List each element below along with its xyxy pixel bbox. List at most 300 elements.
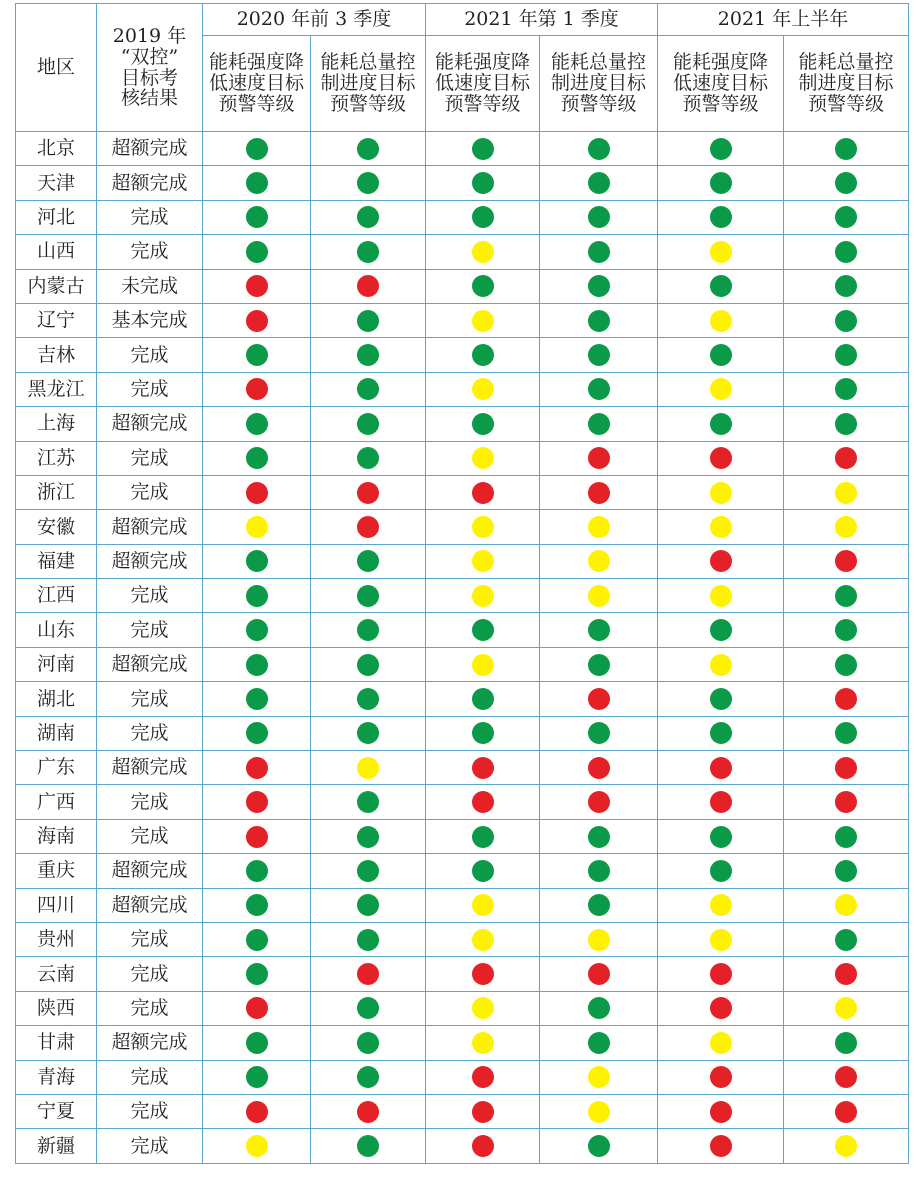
header-2019-result-line: 目标考 xyxy=(120,66,178,89)
warning-level-cell xyxy=(540,475,658,509)
warning-dot-green xyxy=(588,172,610,194)
warning-level-cell xyxy=(540,957,658,991)
table-row xyxy=(16,1094,909,1128)
warning-dot-green xyxy=(588,619,610,641)
header-total-warning xyxy=(784,36,909,132)
region-cell: 重庆 xyxy=(16,854,97,888)
warning-level-cell xyxy=(784,647,909,681)
warning-level-cell xyxy=(426,647,540,681)
warning-level-cell xyxy=(658,235,784,269)
warning-level-cell xyxy=(540,716,658,750)
warning-dot-yellow xyxy=(710,482,732,504)
warning-dot-yellow xyxy=(710,241,732,263)
header-subtitle-line: 制进度目标 xyxy=(798,72,894,95)
header-period-2021h1: 2021 年上半年 xyxy=(658,4,909,36)
table-row xyxy=(16,888,909,922)
warning-level-cell xyxy=(203,372,311,406)
warning-level-cell xyxy=(426,132,540,166)
table-row xyxy=(16,269,909,303)
header-subtitle-line: 预警等级 xyxy=(807,92,884,115)
warning-dot-green xyxy=(357,722,379,744)
warning-dot-red xyxy=(246,997,268,1019)
region-cell: 宁夏 xyxy=(16,1094,97,1128)
warning-dot-yellow xyxy=(472,378,494,400)
warning-level-cell xyxy=(203,1060,311,1094)
warning-level-cell xyxy=(426,372,540,406)
warning-level-cell xyxy=(784,544,909,578)
warning-level-cell xyxy=(426,854,540,888)
warning-level-cell xyxy=(784,613,909,647)
warning-dot-yellow xyxy=(472,516,494,538)
region-cell: 吉林 xyxy=(16,338,97,372)
warning-dot-green xyxy=(357,413,379,435)
warning-dot-green xyxy=(357,378,379,400)
warning-level-cell xyxy=(658,1129,784,1163)
warning-level-cell xyxy=(784,957,909,991)
region-cell: 广西 xyxy=(16,785,97,819)
region-cell: 山西 xyxy=(16,235,97,269)
warning-level-cell xyxy=(203,1129,311,1163)
warning-level-cell xyxy=(658,1026,784,1060)
table-row xyxy=(16,200,909,234)
warning-level-cell xyxy=(658,854,784,888)
warning-dot-yellow xyxy=(472,894,494,916)
warning-dot-red xyxy=(588,757,610,779)
warning-level-cell xyxy=(311,682,426,716)
warning-dot-green xyxy=(588,241,610,263)
warning-level-cell xyxy=(784,269,909,303)
warning-dot-green xyxy=(246,413,268,435)
warning-dot-green xyxy=(835,241,857,263)
warning-dot-red xyxy=(710,1066,732,1088)
warning-dot-yellow xyxy=(246,1135,268,1157)
warning-level-cell xyxy=(658,338,784,372)
warning-dot-yellow xyxy=(710,516,732,538)
warning-dot-green xyxy=(246,1032,268,1054)
header-2019-result-line: “双控” xyxy=(120,45,179,68)
warning-dot-green xyxy=(357,1066,379,1088)
warning-level-cell xyxy=(540,200,658,234)
warning-level-cell xyxy=(311,303,426,337)
region-cell: 陕西 xyxy=(16,991,97,1025)
warning-dot-green xyxy=(588,722,610,744)
warning-level-cell xyxy=(203,888,311,922)
header-subtitle-line: 预警等级 xyxy=(560,92,637,115)
region-cell: 天津 xyxy=(16,166,97,200)
warning-level-cell xyxy=(203,579,311,613)
warning-level-cell xyxy=(203,1094,311,1128)
warning-dot-green xyxy=(472,413,494,435)
warning-level-cell xyxy=(784,200,909,234)
warning-level-cell xyxy=(658,510,784,544)
warning-level-cell xyxy=(311,269,426,303)
table-row xyxy=(16,682,909,716)
warning-dot-green xyxy=(835,654,857,676)
warning-level-cell xyxy=(540,407,658,441)
result-cell: 超额完成 xyxy=(97,407,203,441)
header-total-warning xyxy=(540,36,658,132)
header-subtitle-line: 低速度目标 xyxy=(208,72,304,95)
table-row xyxy=(16,544,909,578)
warning-dot-yellow xyxy=(710,894,732,916)
warning-level-cell xyxy=(658,785,784,819)
warning-dot-yellow xyxy=(835,482,857,504)
warning-level-cell xyxy=(540,613,658,647)
header-subtitle-line: 能耗总量控 xyxy=(320,51,416,74)
region-cell: 江西 xyxy=(16,579,97,613)
table-row xyxy=(16,166,909,200)
warning-dot-green xyxy=(472,722,494,744)
warning-dot-green xyxy=(357,206,379,228)
warning-level-cell xyxy=(426,235,540,269)
warning-dot-green xyxy=(835,826,857,848)
result-cell: 完成 xyxy=(97,1129,203,1163)
result-cell: 完成 xyxy=(97,579,203,613)
warning-dot-red xyxy=(588,963,610,985)
warning-dot-green xyxy=(588,860,610,882)
warning-level-cell xyxy=(426,991,540,1025)
warning-level-cell xyxy=(658,922,784,956)
warning-dot-green xyxy=(710,138,732,160)
table-row xyxy=(16,235,909,269)
warning-dot-green xyxy=(835,860,857,882)
warning-dot-yellow xyxy=(835,894,857,916)
warning-dot-yellow xyxy=(710,310,732,332)
warning-level-cell xyxy=(311,991,426,1025)
warning-level-cell xyxy=(311,888,426,922)
table-row xyxy=(16,441,909,475)
warning-dot-red xyxy=(357,963,379,985)
warning-level-cell xyxy=(540,1026,658,1060)
header-subtitle-line: 低速度目标 xyxy=(434,72,530,95)
warning-level-cell xyxy=(784,338,909,372)
result-cell: 超额完成 xyxy=(97,510,203,544)
header-subtitle-line: 预警等级 xyxy=(329,92,406,115)
warning-dot-red xyxy=(246,791,268,813)
warning-dot-green xyxy=(246,447,268,469)
header-period-2021q1: 2021 年第 1 季度 xyxy=(426,4,658,36)
warning-dot-green xyxy=(357,688,379,710)
warning-level-cell xyxy=(784,235,909,269)
warning-dot-green xyxy=(246,1066,268,1088)
result-cell: 超额完成 xyxy=(97,888,203,922)
warning-level-cell xyxy=(203,407,311,441)
warning-level-cell xyxy=(311,441,426,475)
warning-level-cell xyxy=(311,647,426,681)
warning-dot-yellow xyxy=(472,654,494,676)
warning-dot-green xyxy=(588,344,610,366)
warning-dot-green xyxy=(472,206,494,228)
warning-dot-green xyxy=(588,310,610,332)
result-cell: 完成 xyxy=(97,957,203,991)
warning-dot-red xyxy=(710,963,732,985)
table-row xyxy=(16,957,909,991)
warning-dot-red xyxy=(246,1101,268,1123)
warning-dot-yellow xyxy=(835,1135,857,1157)
header-subtitle-line: 能耗总量控 xyxy=(550,51,646,74)
warning-dot-green xyxy=(588,1135,610,1157)
warning-level-cell xyxy=(784,303,909,337)
table-row xyxy=(16,510,909,544)
table-row xyxy=(16,132,909,166)
result-cell: 超额完成 xyxy=(97,854,203,888)
header-total-warning xyxy=(311,36,426,132)
warning-dot-red xyxy=(710,791,732,813)
warning-dot-yellow xyxy=(472,585,494,607)
warning-level-cell xyxy=(203,751,311,785)
warning-dot-green xyxy=(835,585,857,607)
warning-level-cell xyxy=(784,441,909,475)
warning-level-cell xyxy=(203,441,311,475)
warning-level-cell xyxy=(784,1026,909,1060)
warning-dot-green xyxy=(357,1135,379,1157)
warning-level-cell xyxy=(426,407,540,441)
warning-dot-yellow xyxy=(472,310,494,332)
warning-level-cell xyxy=(784,854,909,888)
region-cell: 北京 xyxy=(16,132,97,166)
warning-dot-green xyxy=(246,206,268,228)
warning-level-cell xyxy=(658,991,784,1025)
warning-dot-green xyxy=(357,860,379,882)
warning-level-cell xyxy=(540,647,658,681)
table-row xyxy=(16,647,909,681)
warning-level-cell xyxy=(540,132,658,166)
warning-level-cell xyxy=(658,716,784,750)
warning-dot-green xyxy=(246,860,268,882)
warning-dot-green xyxy=(357,826,379,848)
warning-dot-green xyxy=(588,206,610,228)
warning-level-cell xyxy=(784,785,909,819)
warning-dot-green xyxy=(246,688,268,710)
warning-dot-green xyxy=(246,619,268,641)
warning-dot-green xyxy=(472,344,494,366)
warning-level-cell xyxy=(784,1060,909,1094)
warning-level-cell xyxy=(784,888,909,922)
warning-dot-green xyxy=(357,550,379,572)
warning-dot-green xyxy=(357,619,379,641)
region-cell: 湖北 xyxy=(16,682,97,716)
warning-level-cell xyxy=(426,1026,540,1060)
warning-dot-yellow xyxy=(588,1101,610,1123)
warning-level-cell xyxy=(311,1026,426,1060)
warning-level-cell xyxy=(658,303,784,337)
warning-level-cell xyxy=(203,269,311,303)
warning-level-cell xyxy=(426,785,540,819)
warning-dot-red xyxy=(710,447,732,469)
warning-level-cell xyxy=(540,579,658,613)
warning-dot-red xyxy=(472,791,494,813)
warning-dot-yellow xyxy=(588,550,610,572)
warning-dot-green xyxy=(835,206,857,228)
warning-level-cell xyxy=(426,441,540,475)
warning-dot-red xyxy=(246,482,268,504)
warning-level-cell xyxy=(540,991,658,1025)
warning-level-cell xyxy=(426,544,540,578)
table-row xyxy=(16,372,909,406)
warning-level-cell xyxy=(658,372,784,406)
warning-level-cell xyxy=(540,166,658,200)
warning-level-cell xyxy=(311,1060,426,1094)
warning-level-cell xyxy=(311,544,426,578)
warning-dot-green xyxy=(835,310,857,332)
warning-dot-red xyxy=(246,275,268,297)
table-row xyxy=(16,1060,909,1094)
warning-dot-yellow xyxy=(835,997,857,1019)
warning-dot-green xyxy=(246,138,268,160)
header-subtitle-line: 制进度目标 xyxy=(320,72,416,95)
warning-level-cell xyxy=(426,1129,540,1163)
result-cell: 完成 xyxy=(97,819,203,853)
warning-level-cell xyxy=(658,751,784,785)
warning-level-cell xyxy=(540,854,658,888)
table-row xyxy=(16,819,909,853)
warning-dot-yellow xyxy=(472,447,494,469)
warning-level-cell xyxy=(540,235,658,269)
warning-level-cell xyxy=(426,338,540,372)
result-cell: 完成 xyxy=(97,716,203,750)
warning-level-cell xyxy=(426,475,540,509)
result-cell: 超额完成 xyxy=(97,1026,203,1060)
warning-dot-green xyxy=(472,826,494,848)
warning-level-cell xyxy=(426,922,540,956)
warning-dot-red xyxy=(835,447,857,469)
header-2019-result-line: 2019 年 xyxy=(112,24,187,47)
header-period-2020q3: 2020 年前 3 季度 xyxy=(203,4,426,36)
warning-dot-green xyxy=(710,619,732,641)
result-cell: 超额完成 xyxy=(97,751,203,785)
warning-dot-red xyxy=(835,1066,857,1088)
warning-dot-red xyxy=(588,447,610,469)
warning-level-cell xyxy=(658,819,784,853)
region-cell: 黑龙江 xyxy=(16,372,97,406)
warning-dot-green xyxy=(710,688,732,710)
warning-level-cell xyxy=(203,338,311,372)
warning-dot-red xyxy=(472,1101,494,1123)
warning-level-cell xyxy=(658,1094,784,1128)
header-subtitle-line: 能耗强度降 xyxy=(672,51,768,74)
warning-dot-red xyxy=(835,757,857,779)
warning-dot-red xyxy=(835,791,857,813)
table-row xyxy=(16,716,909,750)
warning-level-cell xyxy=(311,475,426,509)
warning-level-cell xyxy=(540,269,658,303)
warning-dot-yellow xyxy=(710,654,732,676)
table-row xyxy=(16,854,909,888)
warning-dot-green xyxy=(472,688,494,710)
warning-level-cell xyxy=(203,235,311,269)
warning-dot-red xyxy=(835,1101,857,1123)
warning-dot-green xyxy=(835,929,857,951)
region-cell: 云南 xyxy=(16,957,97,991)
warning-dot-green xyxy=(835,619,857,641)
warning-dot-green xyxy=(588,378,610,400)
warning-level-cell xyxy=(203,132,311,166)
warning-level-cell xyxy=(540,682,658,716)
table-row xyxy=(16,303,909,337)
warning-level-cell xyxy=(426,200,540,234)
warning-level-cell xyxy=(658,544,784,578)
warning-dot-green xyxy=(588,1032,610,1054)
warning-dot-green xyxy=(710,206,732,228)
warning-dot-yellow xyxy=(710,585,732,607)
warning-dot-green xyxy=(835,138,857,160)
warning-dot-green xyxy=(472,860,494,882)
warning-level-cell xyxy=(203,475,311,509)
warning-dot-red xyxy=(246,757,268,779)
region-cell: 甘肃 xyxy=(16,1026,97,1060)
warning-dot-yellow xyxy=(588,1066,610,1088)
warning-level-cell xyxy=(203,922,311,956)
region-cell: 青海 xyxy=(16,1060,97,1094)
warning-dot-green xyxy=(588,894,610,916)
warning-level-cell xyxy=(203,682,311,716)
warning-dot-green xyxy=(472,172,494,194)
warning-level-cell xyxy=(203,819,311,853)
warning-dot-red xyxy=(357,482,379,504)
table-row xyxy=(16,407,909,441)
region-cell: 福建 xyxy=(16,544,97,578)
result-cell: 超额完成 xyxy=(97,544,203,578)
warning-level-cell xyxy=(426,957,540,991)
warning-dot-green xyxy=(710,172,732,194)
warning-dot-yellow xyxy=(710,378,732,400)
table-row xyxy=(16,579,909,613)
warning-dot-red xyxy=(710,1101,732,1123)
header-subtitle-line: 制进度目标 xyxy=(550,72,646,95)
warning-dot-red xyxy=(357,275,379,297)
header-subtitle-line: 预警等级 xyxy=(682,92,759,115)
warning-level-cell xyxy=(540,922,658,956)
warning-dot-red xyxy=(835,550,857,572)
warning-level-table xyxy=(15,3,909,1164)
warning-level-cell xyxy=(203,957,311,991)
warning-level-cell xyxy=(658,441,784,475)
warning-dot-red xyxy=(357,516,379,538)
warning-level-cell xyxy=(426,682,540,716)
region-cell: 新疆 xyxy=(16,1129,97,1163)
result-cell: 完成 xyxy=(97,613,203,647)
warning-level-cell xyxy=(203,510,311,544)
warning-dot-yellow xyxy=(588,516,610,538)
warning-dot-green xyxy=(246,963,268,985)
warning-dot-yellow xyxy=(246,516,268,538)
warning-level-cell xyxy=(426,269,540,303)
warning-dot-green xyxy=(246,722,268,744)
warning-level-cell xyxy=(311,751,426,785)
warning-dot-red xyxy=(246,378,268,400)
table-row xyxy=(16,785,909,819)
warning-level-cell xyxy=(311,957,426,991)
warning-level-cell xyxy=(311,372,426,406)
warning-level-cell xyxy=(784,510,909,544)
region-cell: 上海 xyxy=(16,407,97,441)
warning-level-cell xyxy=(784,716,909,750)
result-cell: 完成 xyxy=(97,475,203,509)
warning-level-cell xyxy=(784,1129,909,1163)
warning-level-cell xyxy=(311,510,426,544)
warning-dot-red xyxy=(835,688,857,710)
warning-level-cell xyxy=(784,166,909,200)
warning-dot-green xyxy=(357,894,379,916)
warning-dot-green xyxy=(472,138,494,160)
warning-level-cell xyxy=(540,888,658,922)
warning-level-cell xyxy=(311,235,426,269)
warning-dot-green xyxy=(588,826,610,848)
warning-dot-green xyxy=(246,929,268,951)
result-cell: 超额完成 xyxy=(97,166,203,200)
warning-dot-yellow xyxy=(710,1032,732,1054)
warning-dot-yellow xyxy=(835,516,857,538)
